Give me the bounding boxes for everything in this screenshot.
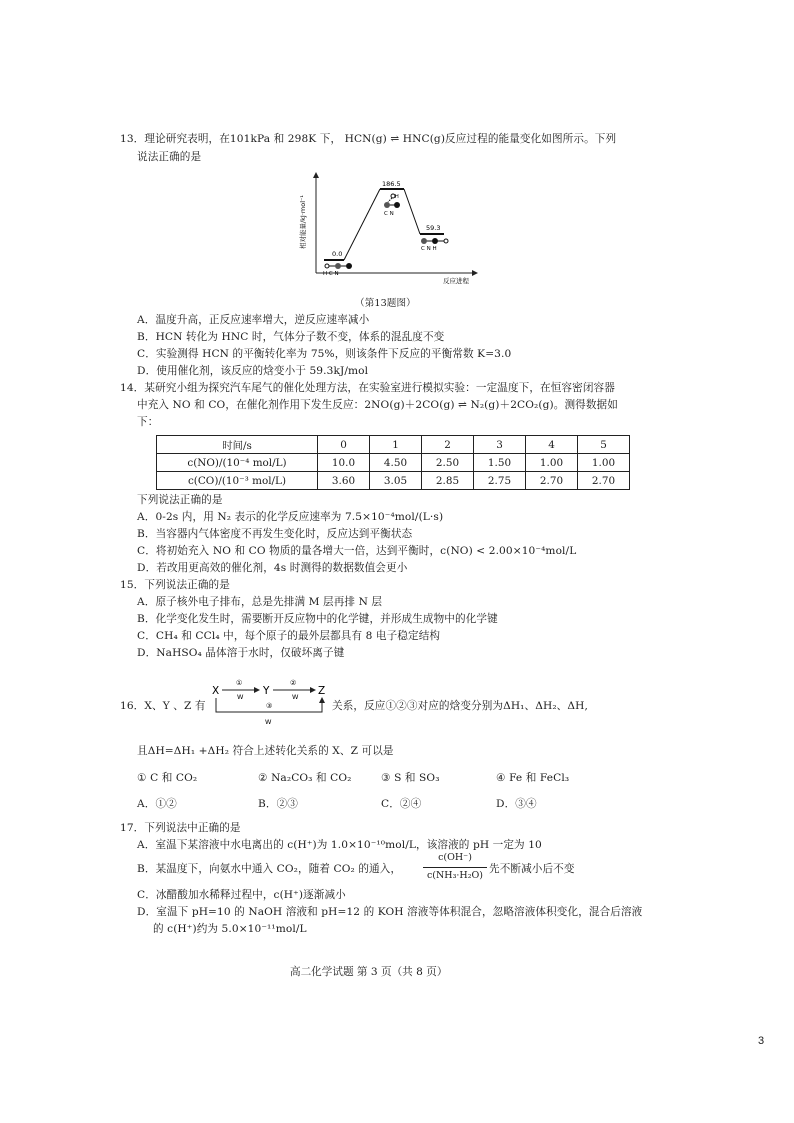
table-cell: 2	[422, 436, 474, 454]
table-cell: 2.75	[474, 472, 526, 490]
q15-option-b: B．化学变化发生时，需要断开反应物中的化学键，并形成生成物中的化学键	[137, 613, 498, 625]
table-cell: 2.85	[422, 472, 474, 490]
q14-option-c: C．将初始充入 NO 和 CO 物质的量各增大一倍，达到平衡时，c(NO) < 2.00×10⁻⁴mol/L	[137, 545, 577, 557]
q14-option-d: D．若改用更高效的催化剂，4s 时测得的数据数值会更小	[137, 562, 408, 574]
q16-choice-1: ① C 和 CO₂	[137, 772, 198, 784]
q14-line1: 14．某研究小组为探究汽车尾气的催化处理方法，在实验室进行模拟实验：一定温度下，在恒容密闭容器	[120, 382, 615, 394]
q17-fraction-numerator: c(OH⁻)	[438, 852, 472, 863]
page-number: 3	[758, 1035, 765, 1047]
table-row	[157, 472, 630, 490]
q16-option-b: B．②③	[258, 798, 298, 810]
q16-conversion-diagram	[208, 676, 338, 728]
table-cell: 2.70	[526, 472, 578, 490]
q16-choice-4: ④ Fe 和 FeCl₃	[496, 772, 570, 784]
q13-option-a: A．温度升高，正反应速率增大，逆反应速率减小	[137, 314, 370, 326]
path-fall	[404, 189, 420, 234]
q13-option-b: B．HCN 转化为 HNC 时，气体分子数不变，体系的混乱度不变	[137, 331, 445, 343]
svg-text:C N H: C N H	[421, 246, 437, 252]
q16-choice-2: ② Na₂CO₃ 和 CO₂	[258, 772, 352, 784]
q15-option-d: D．NaHSO₄ 晶体溶于水时，仅破坏离子键	[137, 647, 345, 659]
q14-line3: 下：	[137, 416, 159, 428]
x-axis-label: 反应进程	[443, 277, 469, 285]
q13-figure-caption: （第13题图）	[355, 298, 416, 309]
x-axis-arrow	[472, 270, 478, 276]
table-cell: 0	[318, 436, 370, 454]
q16-prefix: 16．X、Y 、Z 有	[120, 700, 206, 712]
reagent-w-2: W	[292, 693, 299, 701]
q14-line2: 中充入 NO 和 CO，在催化剂作用下发生反应：2NO(g)＋2CO(g) ⇌ N₂(g)＋2CO₂(g)。测得数据如	[137, 399, 618, 411]
table-cell: c(CO)/(10⁻³ mol/L)	[157, 472, 318, 490]
table-header-row	[157, 436, 630, 454]
q16-option-c: C．②④	[381, 798, 422, 810]
q16-choice-3: ③ S 和 SO₃	[381, 772, 440, 784]
q17-option-d-line2: 的 c(H⁺)约为 5.0×10⁻¹¹mol/L	[153, 923, 307, 935]
table-cell: 4.50	[370, 454, 422, 472]
q14-option-a: A．0-2s 内，用 N₂ 表示的化学反应速率为 7.5×10⁻⁴mol/(L·s)	[137, 511, 444, 523]
q14-data-table	[156, 435, 630, 490]
q15-option-a: A．原子核外电子排布，总是先排满 M 层再排 N 层	[137, 596, 383, 608]
reagent-w-3: W	[265, 718, 272, 726]
table-cell: 3.05	[370, 472, 422, 490]
reaction-1-label: ①	[236, 679, 243, 687]
q17-fraction-denominator: c(NH₃·H₂O)	[426, 870, 484, 881]
q14-stem: 下列说法正确的是	[137, 494, 223, 506]
q16-line2: 且ΔH=ΔH₁ +ΔH₂ 符合上述转化关系的 X、Z 可以是	[137, 745, 394, 757]
q17-option-c: C．冰醋酸加水稀释过程中，c(H⁺)逐渐减小	[137, 889, 346, 901]
q15-option-c: C．CH₄ 和 CCl₄ 中，每个原子的最外层都具有 8 电子稳定结构	[137, 630, 441, 642]
q17-option-b-prefix: B．某温度下，向氨水中通入 CO₂，随着 CO₂ 的通入，	[137, 863, 402, 875]
table-cell: 2.70	[578, 472, 630, 490]
q13-line1: 13．理论研究表明，在101kPa 和 298K 下， HCN(g) ⇌ HNC(g)反应过程的能量变化如图所示。下列	[120, 133, 617, 145]
ts-molecule	[384, 194, 400, 217]
q17-option-d-line1: D．室温下 pH=10 的 NaOH 溶液和 pH=12 的 KOH 溶液等体积混合，忽略溶液体积变化，混合后溶液	[137, 906, 643, 918]
table-cell: 1.50	[474, 454, 526, 472]
q13-option-d: D．使用催化剂，该反应的焓变小于 59.3kJ/mol	[137, 365, 369, 377]
svg-text:C N: C N	[384, 211, 394, 217]
table-cell: 1	[370, 436, 422, 454]
table-cell: 3.60	[318, 472, 370, 490]
species-y: Y	[263, 685, 270, 697]
table-cell: 2.50	[422, 454, 474, 472]
reaction-3-label: ③	[266, 702, 273, 710]
fraction-bar	[423, 867, 487, 868]
q17-option-b-suffix: 先不断减小后不变	[489, 863, 575, 875]
q13-line2: 说法正确的是	[137, 151, 202, 163]
page-footer: 高二化学试题 第 3 页（共 8 页）	[290, 966, 448, 978]
q14-option-b: B．当容器内气体密度不再发生变化时，反应达到平衡状态	[137, 528, 413, 540]
q16-suffix: 关系，反应①②③对应的焓变分别为ΔH₁、ΔH₂、ΔH,	[332, 700, 588, 712]
start-molecule	[323, 263, 352, 277]
reaction-2-label: ②	[290, 679, 297, 687]
q15-line1: 15．下列说法正确的是	[120, 579, 230, 591]
product-molecule	[421, 238, 448, 252]
svg-text:H: H	[395, 194, 399, 200]
q16-option-a: A．①②	[137, 798, 177, 810]
q16-option-d: D．③④	[496, 798, 537, 810]
table-cell: 1.00	[526, 454, 578, 472]
table-cell: 5	[578, 436, 630, 454]
table-cell: 时间/s	[157, 436, 318, 454]
table-cell: 3	[474, 436, 526, 454]
label-peak: 186.5	[382, 180, 401, 188]
table-cell: c(NO)/(10⁻⁴ mol/L)	[157, 454, 318, 472]
y-axis-label: 相对能量/kJ·mol⁻¹	[299, 194, 307, 250]
path-rise	[344, 189, 380, 260]
label-product: 59.3	[426, 224, 441, 232]
species-z: Z	[318, 685, 326, 697]
y-axis-arrow	[313, 172, 319, 178]
table-cell: 10.0	[318, 454, 370, 472]
label-start: 0.0	[332, 250, 343, 258]
q17-line1: 17．下列说法中正确的是	[120, 822, 241, 834]
species-x: X	[212, 685, 220, 697]
q13-option-c: C．实验测得 HCN 的平衡转化率为 75%，则该条件下反应的平衡常数 K=3.0	[137, 348, 512, 360]
q17-option-a: A．室温下某溶液中水电离出的 c(H⁺)为 1.0×10⁻¹⁰mol/L，该溶液的 pH 一定为 10	[137, 839, 542, 851]
table-cell: 1.00	[578, 454, 630, 472]
table-cell: 4	[526, 436, 578, 454]
svg-text:H C N: H C N	[323, 271, 339, 277]
reagent-w-1: W	[237, 693, 244, 701]
energy-diagram	[296, 172, 486, 287]
table-row	[157, 454, 630, 472]
